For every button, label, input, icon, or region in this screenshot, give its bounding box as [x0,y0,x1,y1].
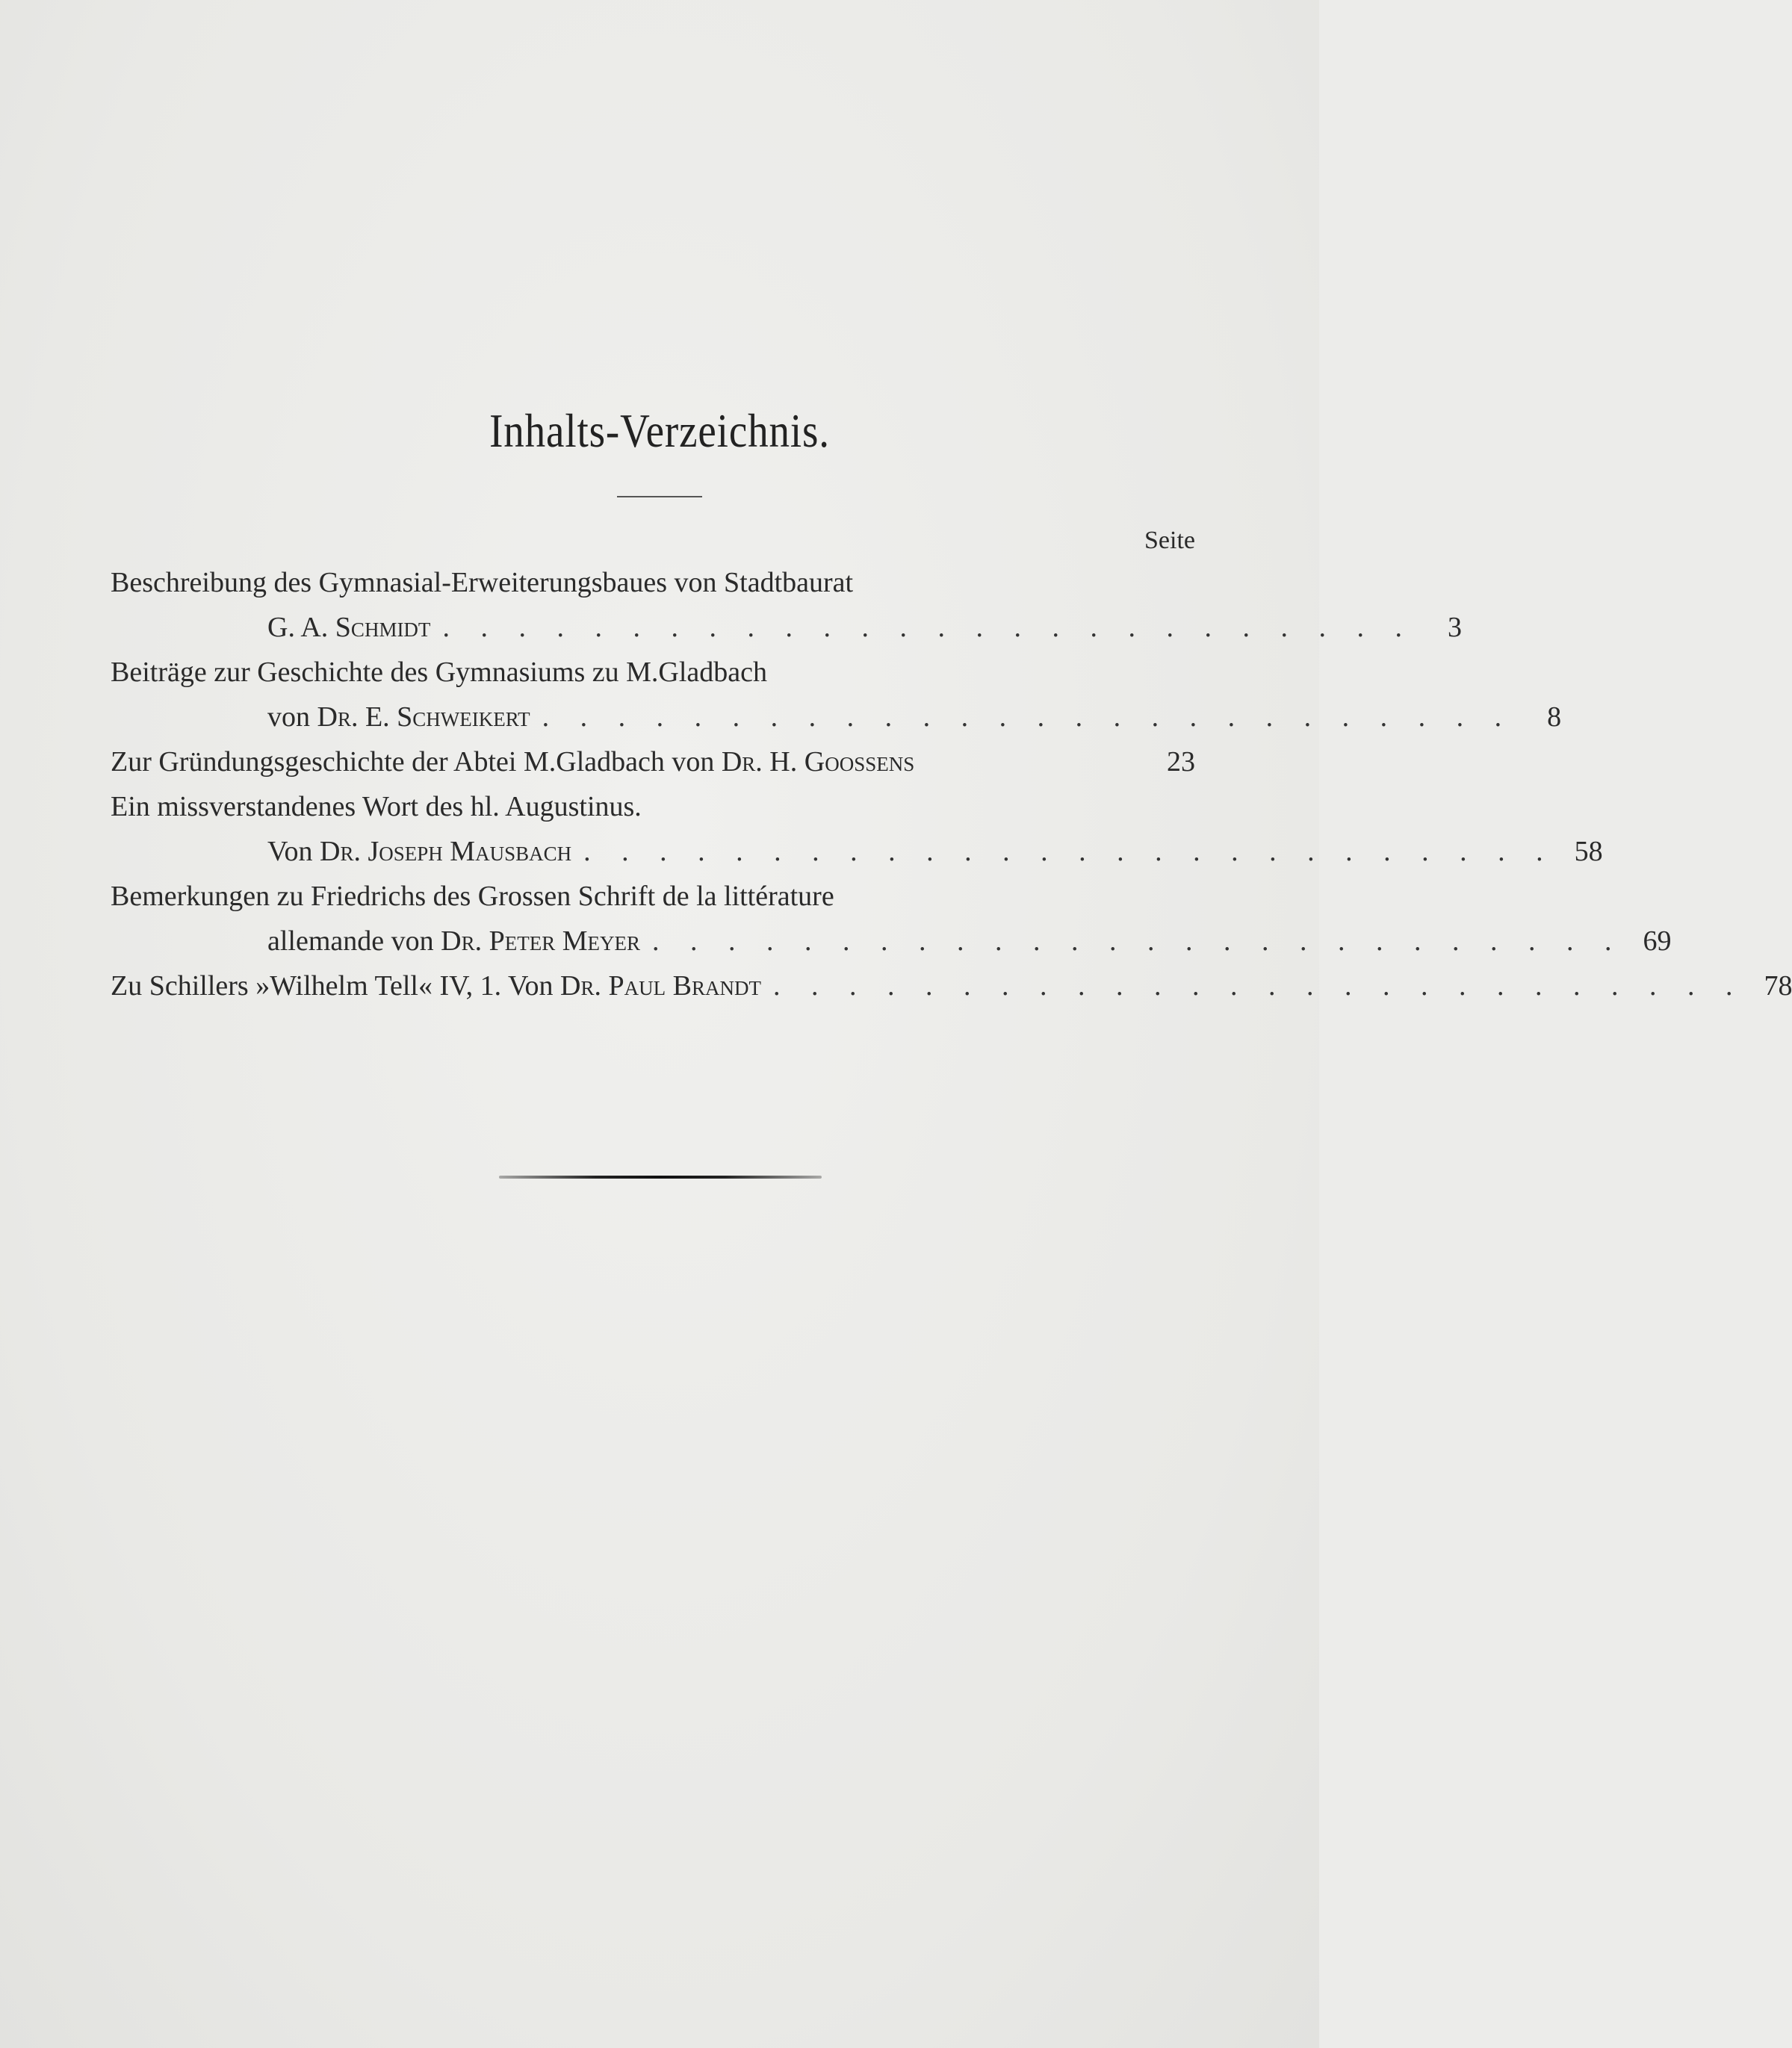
table-of-contents [111,518,1792,1008]
toc-entry-2-page: 8 [1547,701,1562,733]
page-column-label: Seite [1144,527,1195,554]
toc-entry-4-page: 58 [1574,836,1603,867]
toc-entry-5-title: Bemerkungen zu Friedrichs des Grossen Schrift de la littérature [111,881,834,912]
toc-entry-5-author: Dr. Peter Meyer [441,925,640,957]
toc-entry-2-title: Beiträge zur Geschichte des Gymnasiums zu M.Gladbach [111,657,768,688]
toc-entry-3-page: 23 [1167,746,1195,778]
toc-entry-5-line-1 [111,874,1195,919]
leader-dots: . . . . . . . . . . . . . . . . . . . . . . . . . . [542,701,1514,733]
toc-entry-6-line-1 [111,964,1792,1008]
toc-entry-2-line-2 [111,695,1562,739]
toc-entry-1-author: Schmidt [335,612,431,643]
toc-entry-6-page: 78 [1764,970,1792,1002]
toc-entry-4-prefix: Von [267,836,313,867]
toc-entry-4-author: Dr. Joseph Mausbach [320,836,572,867]
leader-dots: . . . . . . . . . . . . . . . . . . . . . . . . . . [442,612,1414,643]
toc-entry-4-title: Ein missverstandenes Wort des hl. Augustinus. [111,791,642,822]
toc-entry-1-line-1 [111,560,1195,605]
toc-entry-3-author: Dr. H. Goossens [721,746,915,778]
toc-entry-6-author: Dr. Paul Brandt [560,970,761,1002]
leader-dots: . . . . . . . . . . . . . . . . . . . . . . . . . . [772,970,1745,1002]
toc-entry-1-page: 3 [1447,612,1462,643]
toc-entry-4-line-2 [111,829,1603,874]
toc-entry-5-page: 69 [1643,925,1672,957]
toc-entry-1-prefix: G. A. [267,612,329,643]
toc-entry-2-author: Dr. E. Schweikert [317,701,530,733]
toc-entry-6-title: Zu Schillers »Wilhelm Tell« IV, 1. Von [111,970,554,1002]
toc-entry-5-prefix: allemande von [267,925,434,957]
ornamental-rule [499,1176,822,1179]
toc-entry-4-line-1 [111,784,1195,829]
toc-entry-2-prefix: von [267,701,310,733]
title-divider [617,496,702,497]
leader-dots: . . . . . . . . . . . . . . . . . . . . . . . . . . [583,836,1555,867]
leader-dots: . . . . . . . . . . . . . . . . . . . . . . . . . . [652,925,1624,957]
toc-entry-1-line-2 [111,605,1462,650]
toc-entry-1-title: Beschreibung des Gymnasial-Erweiterungsbaues von Stadtbaurat [111,567,854,598]
toc-entry-3-line-1 [111,739,1195,784]
toc-entry-2-line-1 [111,650,1195,695]
toc-entry-3-title: Zur Gründungsgeschichte der Abtei M.Gladbach von [111,746,715,778]
toc-entry-5-line-2 [111,919,1672,964]
page-title: Inhalts-Verzeichnis. [489,404,830,457]
